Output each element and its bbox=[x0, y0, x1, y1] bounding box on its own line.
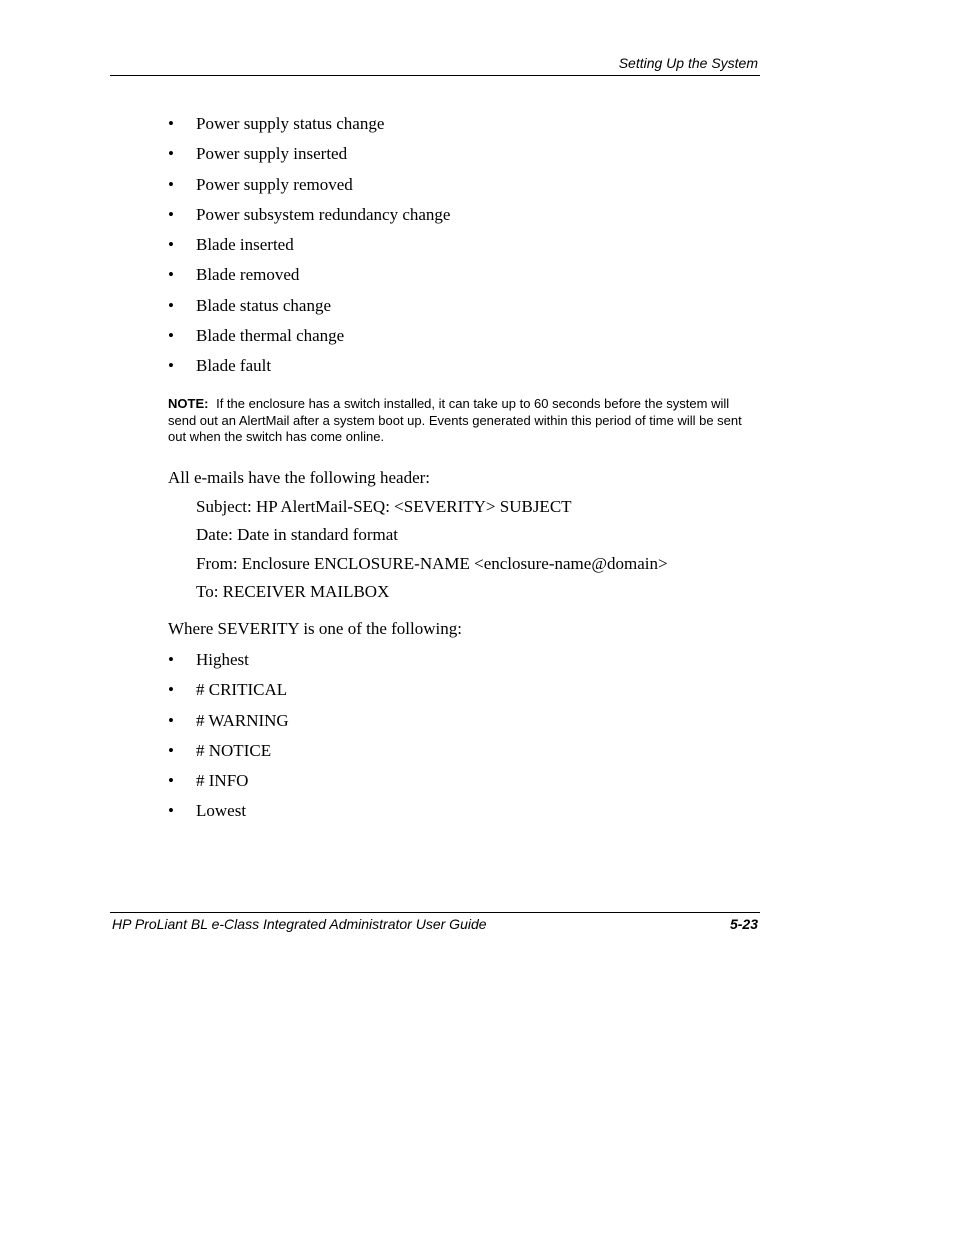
list-item-text: Power subsystem redundancy change bbox=[196, 204, 451, 224]
list-item-text: Lowest bbox=[196, 801, 247, 821]
list-item-text: Blade fault bbox=[196, 356, 272, 376]
list-item-text: # WARNING bbox=[196, 710, 289, 730]
bullet-icon: • bbox=[168, 680, 174, 700]
bullet-icon: • bbox=[168, 710, 174, 730]
email-header-intro: All e-mails have the following header: bbox=[168, 468, 430, 487]
list-item-text: Highest bbox=[196, 650, 249, 669]
email-to-line: To: RECEIVER MAILBOX bbox=[196, 582, 390, 601]
page-footer bbox=[110, 912, 760, 935]
list-item-text: Blade inserted bbox=[196, 235, 294, 255]
bullet-icon: • bbox=[168, 114, 174, 133]
note-block bbox=[168, 396, 758, 446]
list-item-text: Power supply removed bbox=[196, 174, 353, 194]
page-header bbox=[110, 55, 760, 76]
list-item-text: # INFO bbox=[196, 771, 249, 791]
note-text: If the enclosure has a switch installed, it can take up to 60 seconds before the system will send out an AlertMail after a system boot up. Events generated within this period of time will be sent out when the switch has come online. bbox=[168, 396, 742, 444]
bullet-icon: • bbox=[168, 326, 174, 346]
email-date-line: Date: Date in standard format bbox=[196, 525, 399, 544]
email-from-line: From: Enclosure ENCLOSURE-NAME <enclosure-name@domain> bbox=[196, 554, 668, 573]
bullet-icon: • bbox=[168, 295, 174, 315]
bullet-icon: • bbox=[168, 801, 174, 821]
bullet-icon: • bbox=[168, 174, 174, 194]
list-item-text: # NOTICE bbox=[196, 740, 272, 760]
bullet-icon: • bbox=[168, 204, 174, 224]
note-label: NOTE: bbox=[168, 396, 209, 411]
list-item-text: Power supply inserted bbox=[196, 144, 348, 164]
list-item-text: Blade status change bbox=[196, 295, 332, 315]
document-title: HP ProLiant BL e-Class Integrated Administrator User Guide bbox=[112, 916, 487, 932]
bullet-icon: • bbox=[168, 650, 174, 669]
bullet-icon: • bbox=[168, 771, 174, 791]
section-title: Setting Up the System bbox=[618, 55, 758, 71]
severity-intro: Where SEVERITY is one of the following: bbox=[168, 619, 462, 638]
list-item-text: Blade removed bbox=[196, 265, 300, 285]
list-item-text: # CRITICAL bbox=[196, 680, 288, 700]
bullet-icon: • bbox=[168, 235, 174, 255]
bullet-icon: • bbox=[168, 356, 174, 376]
bullet-icon: • bbox=[168, 144, 174, 164]
email-subject-line: Subject: HP AlertMail-SEQ: <SEVERITY> SUBJECT bbox=[196, 497, 572, 516]
page-number: 5-23 bbox=[729, 916, 758, 932]
list-item-text: Power supply status change bbox=[196, 114, 385, 133]
bullet-icon: • bbox=[168, 740, 174, 760]
bullet-icon: • bbox=[168, 265, 174, 285]
list-item-text: Blade thermal change bbox=[196, 326, 345, 346]
